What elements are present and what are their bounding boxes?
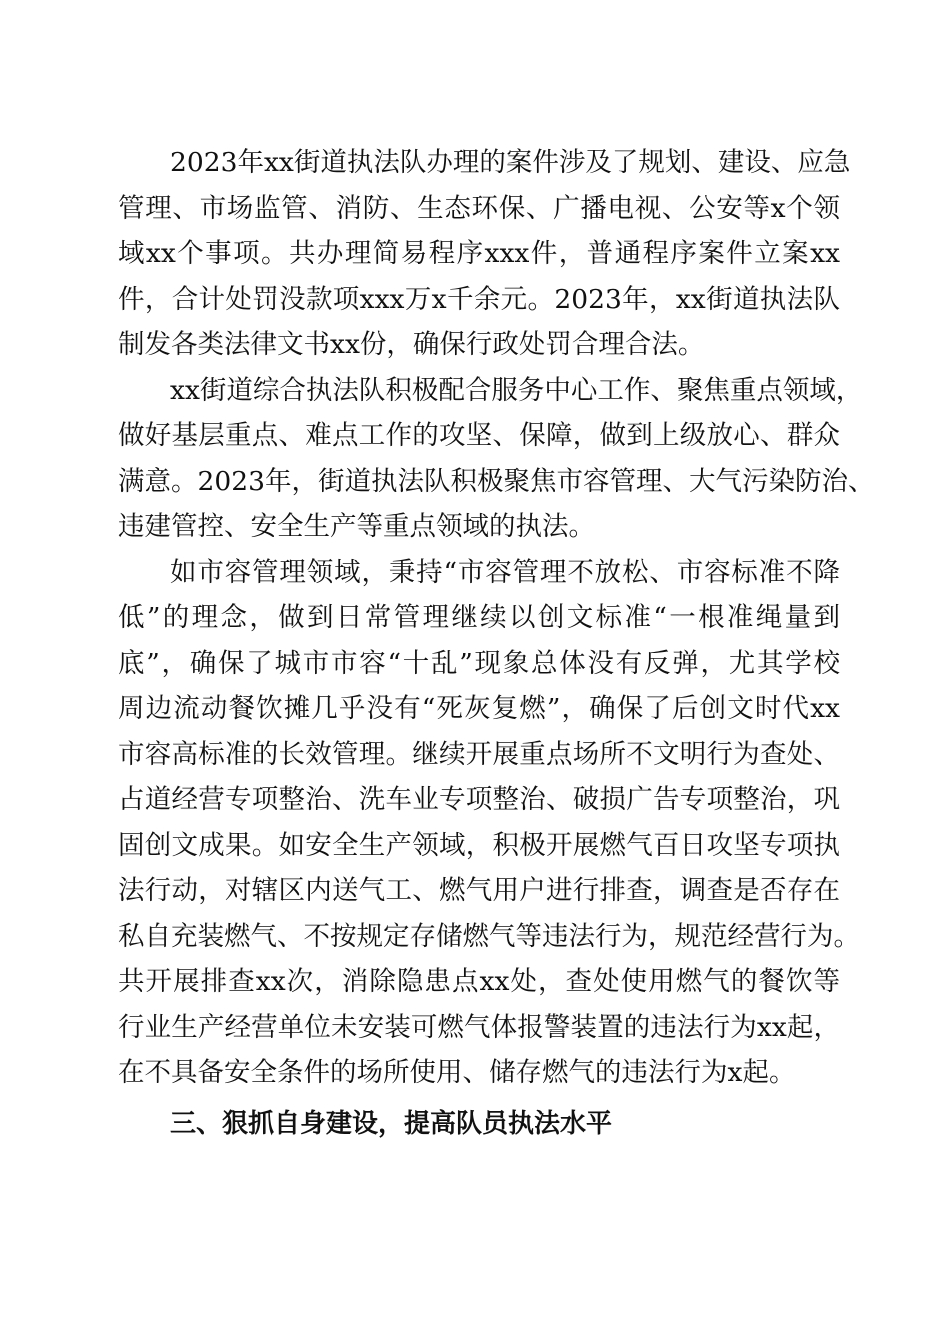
paragraph-line: 私自充装燃气、不按规定存储燃气等违法行为，规范经营行为。 xyxy=(118,920,860,952)
paragraph-key-areas xyxy=(118,368,875,550)
paragraph-line: 管理、市场监管、消防、生态环保、广播电视、公安等x个领 xyxy=(118,192,840,224)
paragraph-line: 满意。2023年，街道执法队积极聚焦市容管理、大气污染防治、 xyxy=(118,465,875,497)
paragraph-line: 2023年xx街道执法队办理的案件涉及了规划、建设、应急 xyxy=(170,147,851,178)
paragraph-line: 固创文成果。如安全生产领域，积极开展燃气百日攻坚专项执 xyxy=(118,829,840,861)
paragraph-line: 域xx个事项。共办理简易程序xxx件，普通程序案件立案xx xyxy=(118,238,840,269)
paragraph-line: 共开展排查xx次，消除隐患点xx处，查处使用燃气的餐饮等 xyxy=(118,966,840,997)
paragraph-line: 周边流动餐饮摊几乎没有“死灰复燃”，确保了后创文时代xx xyxy=(118,693,840,724)
paragraph-line: 市容高标准的长效管理。继续开展重点场所不文明行为查处、 xyxy=(118,738,840,770)
paragraph-line: 行业生产经营单位未安装可燃气体报警装置的违法行为xx起， xyxy=(118,1011,840,1043)
paragraph-case-statistics xyxy=(118,140,851,368)
paragraph-line: 在不具备安全条件的场所使用、储存燃气的违法行为x起。 xyxy=(118,1057,796,1088)
paragraph-line: 占道经营专项整治、洗车业专项整治、破损广告专项整治，巩 xyxy=(118,784,840,815)
paragraph-line: 违建管控、安全生产等重点领域的执法。 xyxy=(118,511,595,542)
paragraph-line: 件，合计处罚没款项xxx万x千余元。2023年，xx街道执法队 xyxy=(118,283,840,315)
paragraph-city-appearance xyxy=(118,550,860,1096)
paragraph-line: 底”，确保了城市市容“十乱”现象总体没有反弹，尤其学校 xyxy=(118,647,840,679)
paragraph-line: 如市容管理领域，秉持“市容管理不放松、市容标准不降 xyxy=(170,556,840,588)
paragraph-line: 法行动，对辖区内送气工、燃气用户进行排查，调查是否存在 xyxy=(118,875,840,906)
paragraph-line: 做好基层重点、难点工作的攻坚、保障，做到上级放心、群众 xyxy=(118,420,840,451)
paragraph-line: xx街道综合执法队积极配合服务中心工作、聚焦重点领域， xyxy=(170,374,863,406)
section-heading: 三、狠抓自身建设，提高队员执法水平 xyxy=(170,1108,613,1139)
paragraph-line: 低”的理念，做到日常管理继续以创文标准“一根准绳量到 xyxy=(118,602,840,633)
document-body xyxy=(118,140,875,1147)
paragraph-line: 制发各类法律文书xx份，确保行政处罚合理合法。 xyxy=(118,329,705,360)
